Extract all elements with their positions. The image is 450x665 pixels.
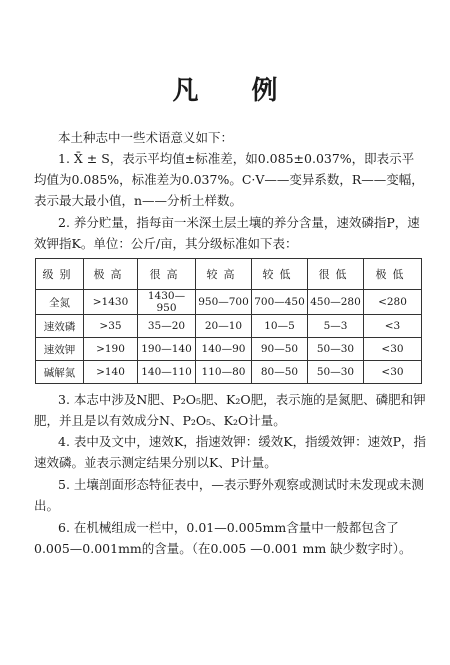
row-label: 速效钾 (36, 338, 84, 361)
table-cell: 50—30 (308, 361, 364, 384)
table-cell: >140 (84, 361, 138, 384)
table-cell: <3 (364, 315, 422, 338)
table-header-cell: 很低 (308, 259, 364, 290)
item-1-paragraph: 1. X̄ ± S，表示平均值±标准差，如0.085±0.037%，即表示平均值为0.085%，标准差为0.037%。C·V——变异系数，R——变幅，表示最大最小值，n——分析土样数。 (34, 151, 424, 208)
item-2-paragraph: 2. 养分贮量，指每亩一米深土层土壤的养分含量，速效磷指P，速效钾指K。单位：公斤/亩，其分级标准如下表： (34, 215, 420, 251)
item-6-paragraph: 6. 在机械组成一栏中，0.01—0.005mm含量中一般都包含了0.005—0.001mm的含量。（在0.005 —0.001 mm 缺少数字时）。 (34, 520, 412, 556)
row-label: 速效磷 (36, 315, 84, 338)
table-cell: 5—3 (308, 315, 364, 338)
grading-standard-table (35, 258, 422, 384)
item-3-paragraph: 3. 本志中涉及N肥、P₂O₅肥、K₂O肥，表示施的是氮肥、磷肥和钾肥，并且是以有效成分N、P₂O₅、K₂O计量。 (34, 392, 426, 428)
table-cell: 90—50 (252, 338, 308, 361)
table-row (36, 315, 422, 338)
table-cell: 35—20 (138, 315, 196, 338)
table-cell: 20—10 (196, 315, 252, 338)
table-cell: >1430 (84, 290, 138, 315)
table-cell: <30 (364, 361, 422, 384)
row-label: 碱解氮 (36, 361, 84, 384)
intro-paragraph: 本土种志中一些术语意义如下： (58, 130, 234, 145)
table-cell: <30 (364, 338, 422, 361)
table-header-cell: 较高 (196, 259, 252, 290)
table-cell: 950—700 (196, 290, 252, 315)
page-title: 凡 例 (172, 76, 300, 106)
item-4-paragraph: 4. 表中及文中，速效K，指速效钾：缓效K，指缓效钾：速效P，指速效磷。並表示测定结果分别以K、P计量。 (34, 434, 426, 470)
table-cell: 450—280 (308, 290, 364, 315)
table-row (36, 290, 422, 315)
table-cell: 110—80 (196, 361, 252, 384)
table-header-cell: 很高 (138, 259, 196, 290)
table-header-cell: 极低 (364, 259, 422, 290)
item-5-paragraph: 5. 土壤剖面形态特征表中，—表示野外观察或测试时未发现或未测出。 (34, 477, 424, 513)
table-cell: 10—5 (252, 315, 308, 338)
table-cell: 140—110 (138, 361, 196, 384)
table-cell: 140—90 (196, 338, 252, 361)
table-cell: 80—50 (252, 361, 308, 384)
table-header-cell: 极高 (84, 259, 138, 290)
table-cell: 700—450 (252, 290, 308, 315)
table-header-cell: 较低 (252, 259, 308, 290)
table-row (36, 338, 422, 361)
table-row (36, 361, 422, 384)
table-header-cell: 级别 (36, 259, 84, 290)
row-label: 全氮 (36, 290, 84, 315)
table-cell: >35 (84, 315, 138, 338)
table-cell: 50—30 (308, 338, 364, 361)
table-cell: <280 (364, 290, 422, 315)
table-cell: 1430—950 (138, 290, 196, 315)
table-header-row (36, 259, 422, 290)
table-cell: >190 (84, 338, 138, 361)
table-cell: 190—140 (138, 338, 196, 361)
